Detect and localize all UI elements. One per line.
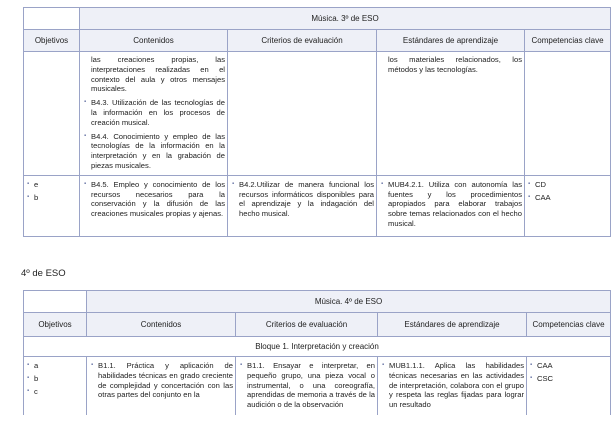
header-label: Contenidos <box>140 320 182 329</box>
list-item: ▪ B4.2.Utilizar de manera funcional los recursos informáticos disponibles para el aprendizaje y la indagación del hecho musical. <box>231 180 374 219</box>
header-competencias <box>525 30 611 52</box>
table-musica-4eso <box>23 290 611 415</box>
header-contenidos <box>87 313 236 337</box>
table-row <box>24 52 611 176</box>
cell-estandares <box>377 175 525 236</box>
header-criterios <box>236 313 378 337</box>
cell-contenidos <box>80 52 228 176</box>
header-estandares <box>378 313 527 337</box>
cell-criterios <box>236 357 378 415</box>
list-item: ▪ CD <box>527 180 608 190</box>
cell-competencias <box>525 175 611 236</box>
cell-competencias <box>525 52 611 176</box>
block-title <box>24 337 611 357</box>
header-label: Objetivos <box>34 36 69 45</box>
header-objetivos <box>24 313 87 337</box>
table-title-text: Música. 4º de ESO <box>314 297 383 306</box>
list-item: ▪ b <box>26 193 77 203</box>
cell-competencias <box>527 357 611 415</box>
header-label: Competencias clave <box>531 36 604 45</box>
header-label: Estándares de aprendizaje <box>404 320 500 329</box>
list-item: ▪ MUB1.1.1. Aplica las habilidades técnicas necesarias en las actividades de interpretación, colabora con el grupo y respeta las reglas fijadas para lograr un resultado <box>381 361 524 410</box>
list-item: ▪ B1.1. Práctica y aplicación de habilidades técnicas en grado creciente de complejidad y concertación con las otras partes del conjunto en la <box>90 361 233 400</box>
cell-objetivos <box>24 52 80 176</box>
table-title <box>80 8 611 30</box>
header-label: Estándares de aprendizaje <box>402 36 499 45</box>
list-item: ▪ e <box>26 180 77 190</box>
list-item: ▪ CAA <box>527 193 608 203</box>
empty-corner <box>24 291 87 313</box>
empty-corner <box>24 8 80 30</box>
list-item: ▪ b <box>26 374 84 384</box>
list-item: ▪ MUB4.2.1. Utiliza con autonomía las fuentes y los procedimientos apropiados para elaborar trabajos sobre temas relacionados con el hecho musical. <box>380 180 522 229</box>
cell-contenidos <box>80 175 228 236</box>
header-label: Criterios de evaluación <box>261 36 343 45</box>
cell-criterios <box>228 175 377 236</box>
header-label: Contenidos <box>133 36 174 45</box>
header-estandares <box>377 30 525 52</box>
table-row <box>24 357 611 415</box>
block-title-text: Bloque 1. Interpretación y creación <box>255 342 379 351</box>
header-competencias <box>527 313 611 337</box>
cell-objetivos <box>24 357 87 415</box>
table-title <box>87 291 611 313</box>
cell-contenidos <box>87 357 236 415</box>
table-title-text: Música. 3º de ESO <box>311 14 379 23</box>
cell-criterios <box>228 52 377 176</box>
cell-estandares <box>377 52 525 176</box>
header-objetivos <box>24 30 80 52</box>
list-item: ▪ a <box>26 361 84 371</box>
section-heading: 4º de ESO <box>21 268 66 279</box>
list-item: ▪ B4.5. Empleo y conocimiento de los recursos necesarios para la conservación y la difusión de las creaciones musicales propias y ajenas. <box>83 180 225 219</box>
list-item: los materiales relacionados, los métodos y las tecnologías. <box>388 55 522 74</box>
list-item: ▪ B4.4. Conocimiento y empleo de las tecnologías de la información en la interpretación y en la grabación de piezas musicales. <box>83 132 225 171</box>
table-row <box>24 175 611 236</box>
list-item: ▪ B4.3. Utilización de las tecnologías de la información en los procesos de creación musical. <box>83 98 225 127</box>
list-item: las creaciones propias, las interpretaciones realizadas en el contexto del aula y otros mensajes musicales. <box>91 55 225 94</box>
header-label: Criterios de evaluación <box>265 320 348 329</box>
header-label: Objetivos <box>38 320 72 329</box>
cell-objetivos <box>24 175 80 236</box>
header-criterios <box>228 30 377 52</box>
list-item: ▪ CSC <box>529 374 608 384</box>
list-item: ▪ CAA <box>529 361 608 371</box>
table-musica-3eso <box>23 7 611 237</box>
header-label: Competencias clave <box>532 320 605 329</box>
list-item: ▪ c <box>26 387 84 397</box>
list-item: ▪ B1.1. Ensayar e interpretar, en pequeño grupo, una pieza vocal o instrumental, o una coreografía, aprendidas de memoria a través de la audición o de la observación <box>239 361 375 410</box>
header-contenidos <box>80 30 228 52</box>
cell-estandares <box>378 357 527 415</box>
